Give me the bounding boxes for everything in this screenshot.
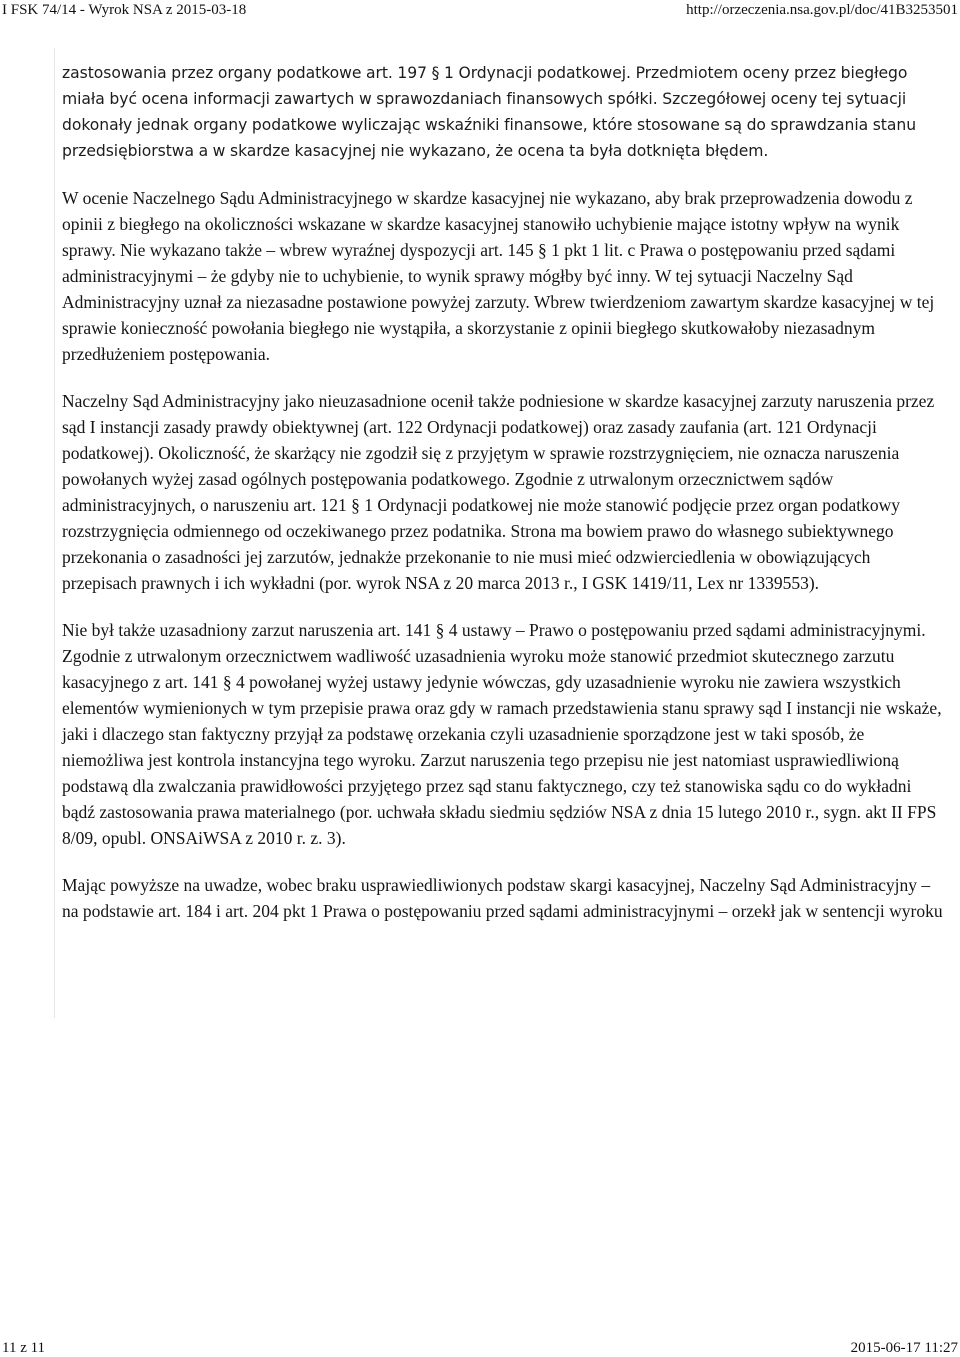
print-header (0, 0, 960, 22)
print-footer (0, 1337, 960, 1357)
paragraph-objective-truth: Naczelny Sąd Administracyjny jako nieuzasadnione ocenił także podniesione w skardze kasacyjnej zarzuty naruszenia przez sąd I instancji zasady prawdy obiektywnej (art. 122 Ordynacji podatkowej) oraz zasady zaufania (art. 121 Ordynacji podatkowej). Okoliczność, że skarżący nie zgodził się z przyjętym w sprawie rozstrzygnięciem, nie oznacza naruszenia powołanych wyżej zasad ogólnych postępowania podatkowego. Zgodnie z utrwalonym orzecznictwem sądów administracyjnych, o naruszeniu art. 121 § 1 Ordynacji podatkowej nie może stanowić podjęcie przez organ podatkowy rozstrzygnięcia odmiennego od oczekiwanego przez podatnika. Strona ma bowiem prawo do własnego subiektywnego przekonania o zasadności jej zarzutów, jednakże przekonanie to nie musi mieć odzwierciedlenia w obowiązujących przepisach prawnych i ich wykładni (por. wyrok NSA z 20 marca 2013 r., I GSK 1419/11, Lex nr 1339553). (62, 391, 935, 593)
judgment-text (62, 60, 946, 945)
print-timestamp: 2015-06-17 11:27 (850, 1340, 958, 1356)
document-title: I FSK 74/14 - Wyrok NSA z 2015-03-18 (2, 2, 247, 18)
paragraph-nsa-assessment: W ocenie Naczelnego Sądu Administracyjnego w skardze kasacyjnej nie wykazano, aby brak przeprowadzenia dowodu z opinii z biegłego na okoliczności wskazane w skardze kasacyjnej stanowiło uchybienie mające istotny wpływ na wynik sprawy. Nie wykazano także – wbrew wyraźnej dyspozycji art. 145 § 1 pkt 1 lit. c Prawa o postępowaniu przed sądami administracyjnymi – że gdyby nie to uchybienie, to wynik sprawy mógłby być inny. W tej sytuacji Naczelny Sąd Administracyjny uznał za niezasadne postawione powyżej zarzuty. Wbrew twierdzeniom zawartym skardze kasacyjnej w tej sprawie konieczność powołania biegłego nie wystąpiła, a skorzystanie z opinii biegłego skutkowałoby niezasadnym przedłużeniem postępowania. (62, 188, 935, 364)
paragraph-article-141: Nie był także uzasadniony zarzut naruszenia art. 141 § 4 ustawy – Prawo o postępowaniu przed sądami administracyjnymi. Zgodnie z utrwalonym orzecznictwem wadliwość uzasadnienia wyroku może stanowić przedmiot skutecznego zarzutu kasacyjnego z art. 141 § 4 powołanej wyżej ustawy jedynie wówczas, gdy uzasadnienie wyroku nie zawiera wszystkich elementów wymienionych w tym przepisie prawa oraz gdy w ramach przedstawienia stanu sprawy sąd I instancji nie wskaże, jaki i dlaczego stan faktyczny przyjął za podstawę orzekania czyli uzasadnienie sporządzone jest w taki sposób, że niemożliwa jest kontrola instancyjna tego wyroku. Zarzut naruszenia tego przepisu nie jest natomiast usprawiedliwioną podstawą dla zwalczania prawidłowości przyjętego przez sąd stanu faktycznego, czy też stanowiska sądu co do wykładni bądź zastosowania prawa materialnego (por. uchwała składu siedmiu sędziów NSA z dnia 15 lutego 2010 r., sygn. akt II FPS 8/09, opubl. ONSAiWSA z 2010 r. z. 3). (62, 620, 942, 848)
page-number: 11 z 11 (2, 1340, 46, 1356)
document-url: http://orzeczenia.nsa.gov.pl/doc/41B3253501 (686, 2, 958, 18)
paragraph-expert-opinion: zastosowania przez organy podatkowe art. 197 § 1 Ordynacji podatkowej. Przedmiotem oceny przez biegłego miała być ocena informacji zawartych w sprawozdaniach finansowych spółki. Szczegółowej oceny tej sytuacji dokonały jednak organy podatkowe wyliczając wskaźniki finansowe, które stosowane są do sprawdzania stanu przedsiębiorstwa a w skardze kasacyjnej nie wykazano, że ocena ta była dotknięta błędem. (62, 64, 917, 160)
paragraph-conclusion: Mając powyższe na uwadze, wobec braku usprawiedliwionych podstaw skargi kasacyjnej, Naczelny Sąd Administracyjny – na podstawie art. 184 i art. 204 pkt 1 Prawa o postępowaniu przed sądami administracyjnymi – orzekł jak w sentencji wyroku (62, 875, 943, 921)
